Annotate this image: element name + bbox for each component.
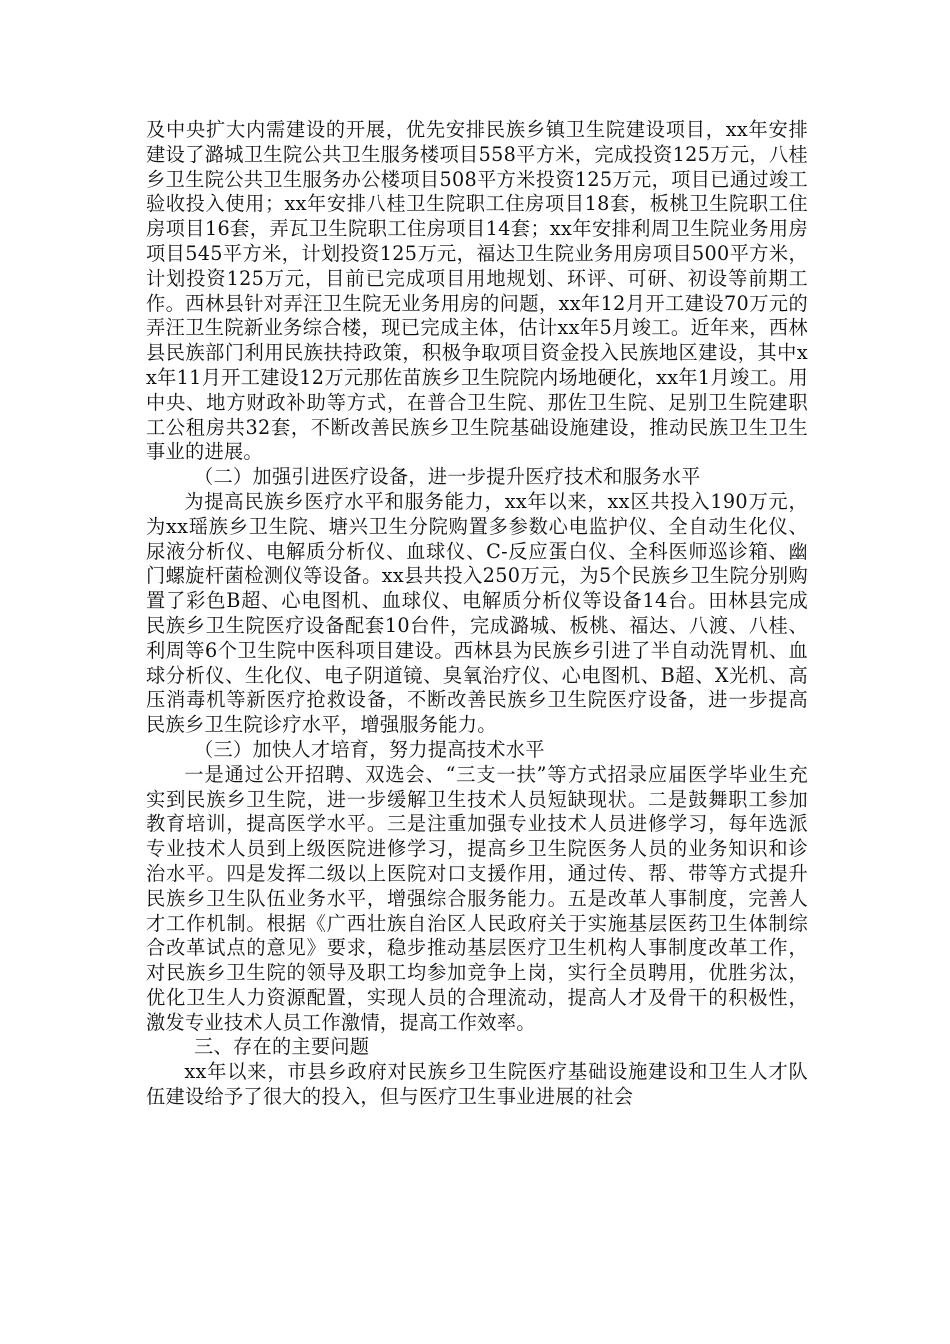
paragraph-equipment: 为提高民族乡医疗水平和服务能力，xx年以来，xx区共投入190万元，为xx瑶族乡卫生院、塘兴卫生分院购置多参数心电监护仪、全自动生化仪、尿液分析仪、电解质分析仪、血球仪、C-反应蛋白仪、全科医师巡诊箱、幽门螺旋杆菌检测仪等设备。xx县共投入250万元，为5个民族乡卫生院分别购置了彩色B超、心电图机、血球仪、电解质分析仪等设备14台。田林县完成民族乡卫生院医疗设备配套10台件，完成潞城、板桃、福达、八渡、八桂、利周等6个卫生院中医科项目建设。西林县为民族乡引进了半自动洗胃机、血球分析仪、生化仪、电子阴道镜、臭氧治疗仪、心电图机、B超、X光机、高压消毒机等新医疗抢救设备，不断改善民族乡卫生院医疗设备，进一步提高民族乡卫生院诊疗水平，增强服务能力。	[146, 489, 808, 737]
section-heading-problems: 三、存在的主要问题	[194, 1035, 370, 1059]
paragraph-problems: xx年以来，市县乡政府对民族乡卫生院医疗基础设施建设和卫生人才队伍建设给予了很大的投入，但与医疗卫生事业进展的社会	[146, 1060, 808, 1109]
section-heading-talent: （三）加快人才培育，努力提高技术水平	[194, 737, 545, 761]
paragraph-talent: 一是通过公开招聘、双选会、“三支一扶”等方式招录应届医学毕业生充实到民族乡卫生院，进一步缓解卫生技术人员短缺现状。二是鼓舞职工参加教育培训，提高医学水平。三是注重加强专业技术人员进修学习，每年选派专业技术人员到上级医院进修学习，提高乡卫生院医务人员的业务知识和诊治水平。四是发挥二级以上医院对口支援作用，通过传、帮、带等方式提升民族乡卫生队伍业务水平，增强综合服务能力。五是改革人事制度，完善人才工作机制。根据《广西壮族自治区人民政府关于实施基层医药卫生体制综合改革试点的意见》要求，稳步推动基层医疗卫生机构人事制度改革工作，对民族乡卫生院的领导及职工均参加竞争上岗，实行全员聘用，优胜劣汰，优化卫生人力资源配置，实现人员的合理流动，提高人才及骨干的积极性，激发专业技术人员工作激情，提高工作效率。	[146, 762, 808, 1034]
section-heading-equipment: （二）加强引进医疗设备，进一步提升医疗技术和服务水平	[194, 465, 701, 489]
document-page	[146, 118, 808, 1110]
paragraph-infrastructure: 及中央扩大内需建设的开展，优先安排民族乡镇卫生院建设项目，xx年安排建设了潞城卫生院公共卫生服务楼项目558平方米，完成投资125万元，八桂乡卫生院公共卫生服务办公楼项目508平方米投资125万元，项目已通过竣工验收投入使用；xx年安排八桂卫生院职工住房项目18套，板桃卫生院职工住房项目16套，弄瓦卫生院职工住房项目14套；xx年安排利周卫生院业务用房项目545平方米，计划投资125万元，福达卫生院业务用房项目500平方米，计划投资125万元，目前已完成项目用地规划、环评、可研、初设等前期工作。西林县针对弄汪卫生院无业务用房的问题，xx年12月开工建设70万元的弄汪卫生院新业务综合楼，现已完成主体，估计xx年5月竣工。近年来，西林县民族部门利用民族扶持政策，积极争取项目资金投入民族地区建设，其中xx年11月开工建设12万元那佐苗族乡卫生院院内场地硬化，xx年1月竣工。用中央、地方财政补助等方式，在普合卫生院、那佐卫生院、足别卫生院建职工公租房共32套，不断改善民族乡卫生院基础设施建设，推动民族卫生卫生事业的进展。	[146, 118, 808, 464]
